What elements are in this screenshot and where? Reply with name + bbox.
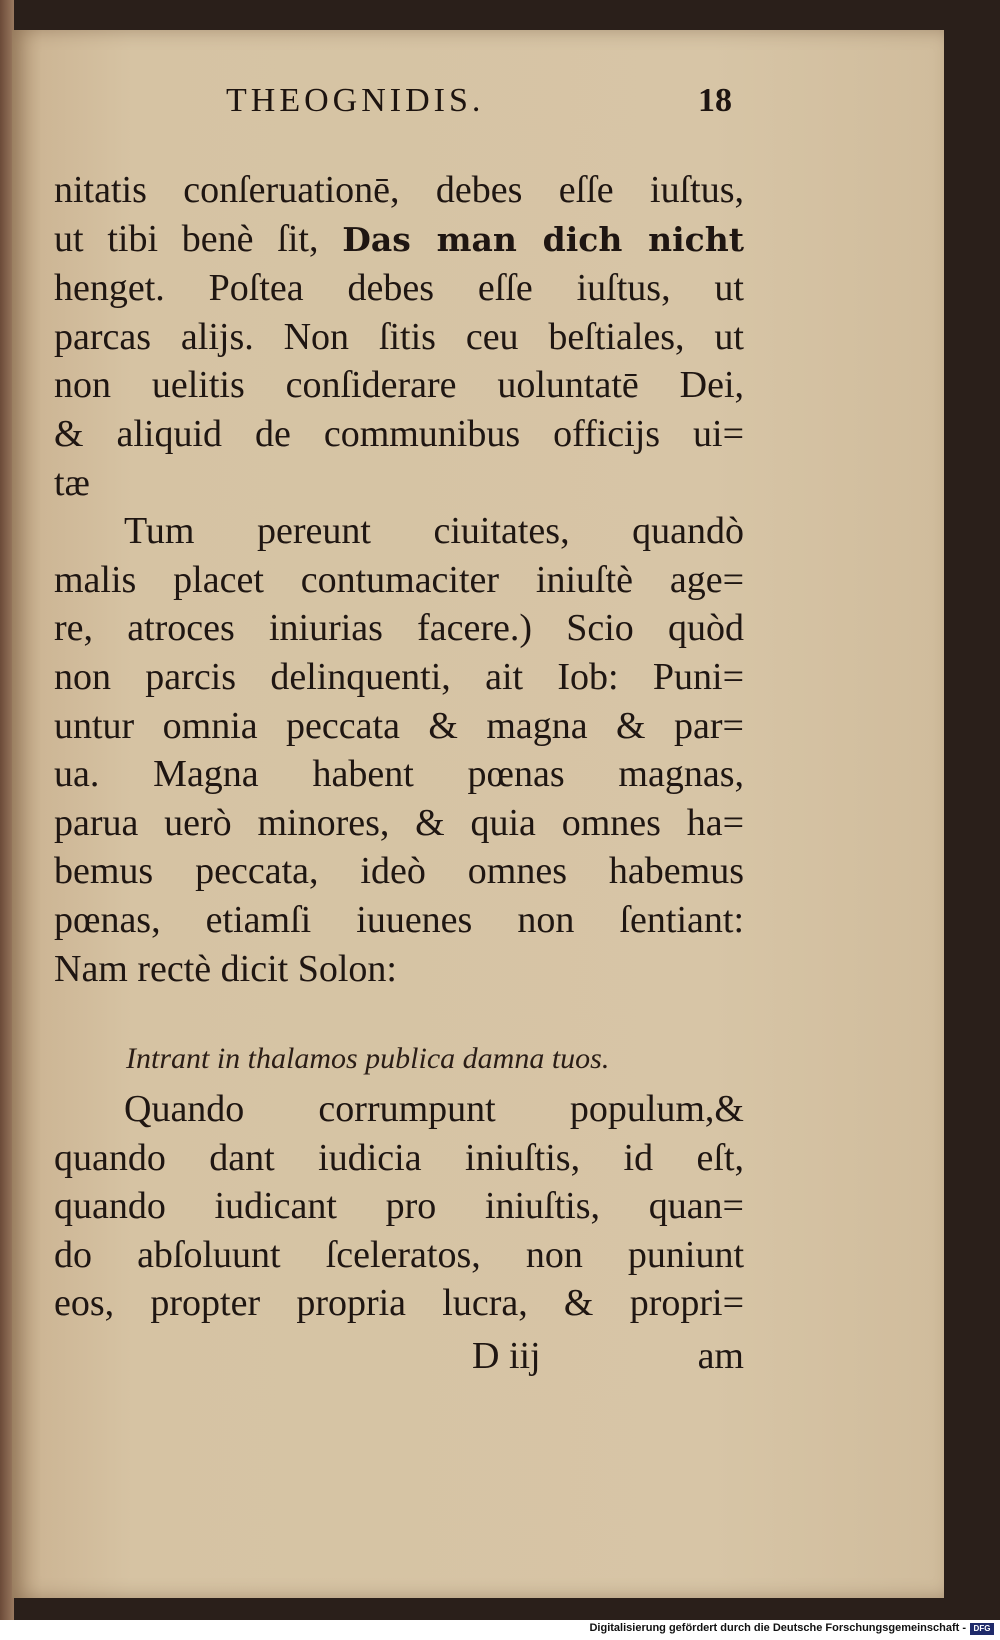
page-number: 18 <box>698 82 732 119</box>
text-line-21: do abſoluunt ſceleratos, non puniunt <box>54 1233 744 1276</box>
text-line-13: ua. Magna habent pœnas magnas, <box>54 753 744 796</box>
text-line-20: quando iudicant pro iniuſtis, quan= <box>54 1185 744 1228</box>
text-line-18: Quando corrumpunt populum,& <box>124 1088 744 1131</box>
catchword: am <box>697 1335 744 1378</box>
text-line-17: Nam rectè dicit Solon: <box>54 947 397 990</box>
footer-bar <box>0 1620 1000 1640</box>
running-head: THEOGNIDIS. <box>226 82 485 119</box>
text-line-9: malis placet contumaciter iniuſtè age= <box>54 558 744 601</box>
text-line-3: henget. Poſtea debes eſſe iuſtus, ut <box>54 267 744 310</box>
text-line-4: parcas alijs. Non ſitis ceu beſtiales, ut <box>54 315 744 358</box>
blackletter-phrase: Das man dich nicht <box>342 219 744 259</box>
page-header <box>212 82 732 130</box>
text-line-5: non uelitis conſiderare uoluntatē Dei, <box>54 364 744 407</box>
funding-credit: Digitalisierung gefördert durch die Deutsche Forschungsgemeinschaft - <box>589 1622 966 1634</box>
text-line-11: non parcis delinquenti, ait Iob: Puni= <box>54 655 744 698</box>
text-line-15: bemus peccata, ideò omnes habemus <box>54 850 744 893</box>
text-line-14: parua uerò minores, & quia omnes ha= <box>54 801 744 844</box>
main-text <box>54 166 744 1382</box>
text-line-8: Tum pereunt ciuitates, quandò <box>124 510 744 553</box>
text-line-22: eos, propter propria lucra, & propri= <box>54 1282 744 1325</box>
text-line-2-latin: ut tibi benè ſit, <box>54 217 319 260</box>
text-line-1: nitatis conſeruationē, debes eſſe iuſtus, <box>54 169 744 211</box>
signature-line <box>54 1330 744 1382</box>
text-line-2 <box>54 215 744 265</box>
text-line-6: & aliquid de communibus officijs ui= <box>54 412 744 455</box>
text-line-19: quando dant iudicia iniuſtis, id eſt, <box>54 1136 744 1179</box>
dfg-logo-icon: DFG <box>970 1623 994 1635</box>
book-page <box>12 30 944 1598</box>
text-line-7: tæ <box>54 461 90 504</box>
text-line-16: pœnas, etiamſi iuuenes non ſentiant: <box>54 898 744 941</box>
text-line-12: untur omnia peccata & magna & par= <box>54 704 744 747</box>
signature-mark: D iij <box>472 1335 541 1378</box>
text-line-10: re, atroces iniurias facere.) Scio quòd <box>54 607 744 650</box>
solon-quote: Intrant in thalamos publica damna tuos. <box>126 1042 610 1076</box>
